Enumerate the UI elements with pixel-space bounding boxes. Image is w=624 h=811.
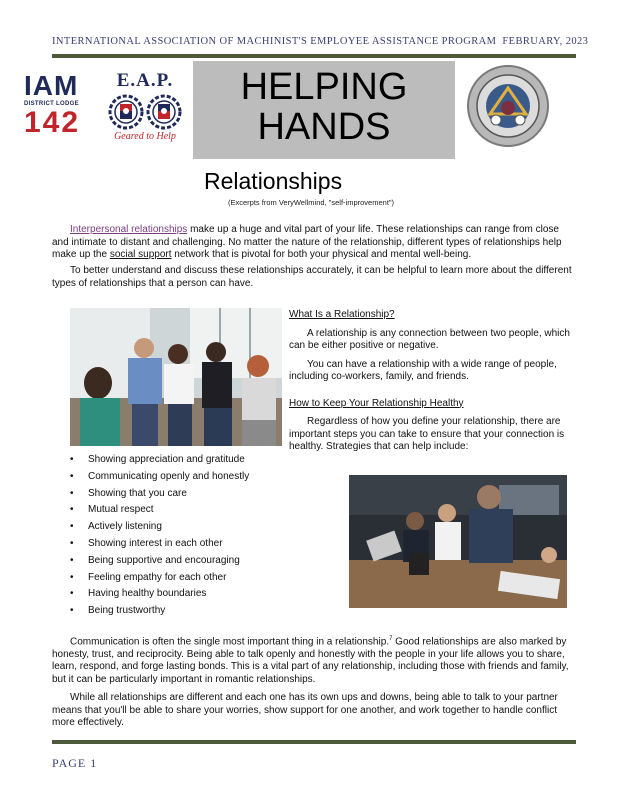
iam-district-logo	[24, 72, 88, 139]
helping-hands-banner	[193, 61, 455, 159]
article-title: Relationships	[204, 168, 343, 194]
what-is-para-1	[289, 328, 574, 353]
list-item: • Actively listening	[70, 519, 340, 536]
social-support-link[interactable]: social support	[109, 249, 172, 260]
list-item: • Mutual respect	[70, 502, 340, 519]
iam-logo-text: IAM	[24, 70, 79, 101]
machinists-seal-icon	[466, 64, 550, 148]
list-item: • Having healthy boundaries	[70, 586, 340, 603]
list-item: • Showing interest in each other	[70, 536, 340, 553]
eap-badges	[100, 94, 190, 130]
list-item: • Feeling empathy for each other	[70, 570, 340, 587]
group-discussion-photo	[70, 308, 282, 446]
list-item: • Showing that you care	[70, 486, 340, 503]
what-is-heading: What Is a Relationship?	[289, 309, 395, 320]
eap-tagline: Geared to Help	[114, 131, 176, 142]
page-number: PAGE 1	[52, 756, 98, 770]
strategies-list	[70, 452, 340, 620]
org-name: INTERNATIONAL ASSOCIATION OF MACHINIST'S EMPLOYEE ASSISTANCE PROGRAM	[52, 36, 497, 47]
top-rule	[52, 54, 576, 58]
office-meeting-photo	[349, 475, 567, 608]
intro-text-1: make up a huge and vital part of your life. These relationships can range from close and intimate to distant and challenging. No matter the nature of the relationship, different types of relationships help make up the	[52, 224, 562, 260]
list-item: • Showing appreciation and gratitude	[70, 452, 340, 469]
communication-para-1	[52, 633, 574, 686]
intro-paragraph-2	[52, 265, 574, 290]
what-p2-text: You can have a relationship with a wide range of people, including co-workers, family, and friends.	[289, 358, 557, 382]
comm-p1b-text: Good relationships are also marked by honesty, trust, and reciprocity. Being able to talk openly and honestly with the people in your life allows you to share, learn, respond, and forge lasting bonds. This is a vital part of any relationship, including those with friends and family, but it can be particularly important in romantic relationships.	[52, 636, 569, 685]
interpersonal-relationships-link[interactable]: Interpersonal relationships	[70, 224, 188, 235]
eap-logo	[100, 70, 190, 142]
district-lodge-text: DISTRICT LODGE	[24, 101, 79, 107]
banner-line-2: HANDS	[257, 106, 391, 148]
keep-healthy-heading: How to Keep Your Relationship Healthy	[289, 397, 464, 409]
what-p1-text: A relationship is any connection between two people, which can be either positive or negative.	[289, 327, 570, 351]
issue-date: FEBRUARY, 2023	[502, 36, 589, 47]
article-source: (Excerpts from VeryWellmind, "self-improvement")	[228, 198, 395, 207]
intro-text-2: network that is pivotal for both your physical and mental well-being.	[171, 249, 472, 260]
header-line	[52, 36, 588, 47]
communication-section	[52, 633, 574, 736]
eap-gear-right-icon	[146, 94, 182, 130]
list-item: • Communicating openly and honestly	[70, 469, 340, 486]
list-item: • Being supportive and encouraging	[70, 553, 340, 570]
keep-healthy-para	[289, 416, 574, 454]
communication-para-2	[52, 692, 574, 730]
bottom-rule	[52, 740, 576, 744]
eap-logo-text: E.A.P.	[116, 70, 174, 91]
comm-p1a-text: Communication is often the single most important thing in a relationship.	[70, 636, 390, 648]
lodge-number: 142	[24, 106, 81, 139]
what-is-para-2	[289, 359, 574, 384]
relationship-section	[289, 309, 574, 460]
intro-paragraph-1	[52, 224, 574, 262]
footnote-ref: 7	[389, 636, 393, 642]
comm-p2-text: While all relationships are different and each one has its own ups and downs, being able to talk to your partner means that you'll be able to share your worries, show support for one another, and work together to handle conflict more effectively.	[52, 692, 558, 729]
intro-p2-text: To better understand and discuss these relationships accurately, it can be helpful to learn more about the different types of relationships that a person can have.	[52, 265, 572, 289]
list-item: • Being trustworthy	[70, 603, 340, 620]
keep-p1-text: Regardless of how you define your relationship, there are important steps you can take to ensure that your connection is healthy. Strategies that can help include:	[289, 416, 565, 452]
eap-gear-left-icon	[108, 94, 144, 130]
banner-line-1: HELPING	[240, 66, 408, 108]
